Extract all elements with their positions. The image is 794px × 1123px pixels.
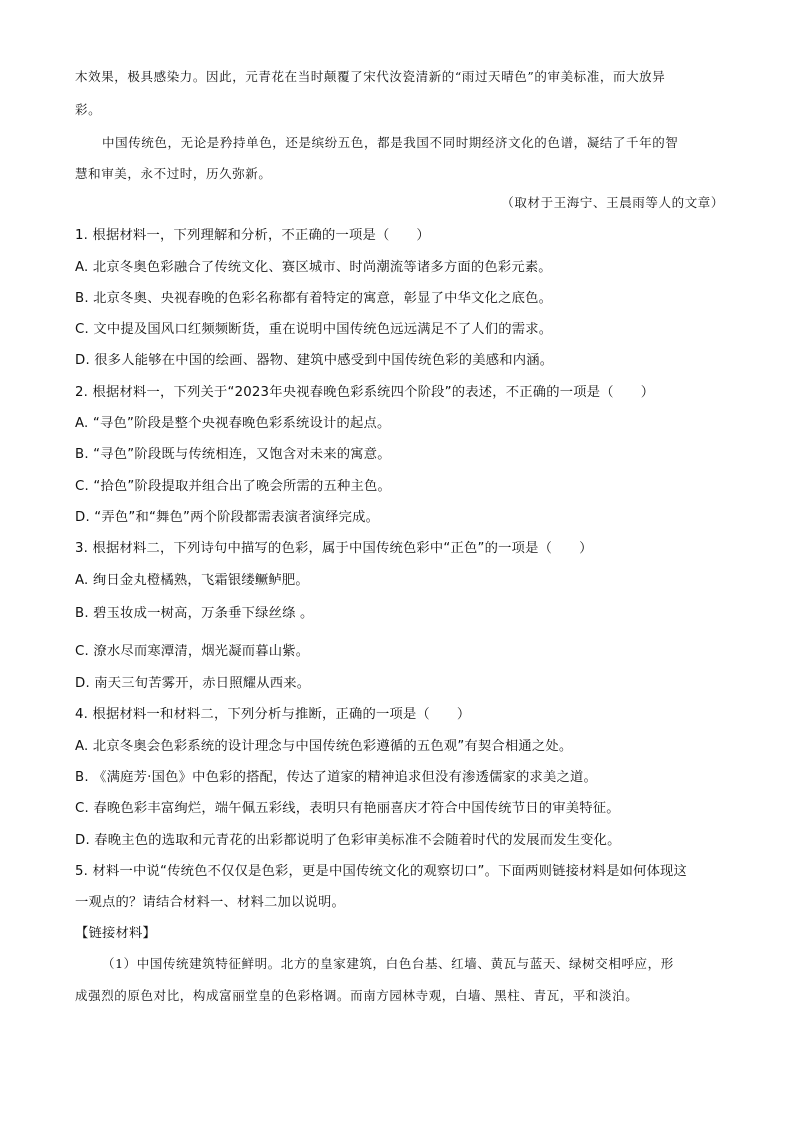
question-1-option-d: D. 很多人能够在中国的绘画、器物、建筑中感受到中国传统色彩的美感和内涵。 [75, 353, 554, 368]
link-material-line-2: 成强烈的原色对比，构成富丽堂皇的色彩格调。而南方园林寺观，白墙、黑柱、青瓦，平和淡泊。 [75, 988, 639, 1003]
question-4-option-a: A. 北京冬奥会色彩系统的设计理念与中国传统色彩遵循的五色观”有契合相通之处。 [75, 739, 573, 754]
question-2-option-d: D. “弄色”和“舞色”两个阶段都需表演者演绎完成。 [75, 510, 380, 525]
question-2-option-a: A. “寻色”阶段是整个央视春晚色彩系统设计的起点。 [75, 416, 391, 431]
question-4-option-d: D. 春晚主色的选取和元青花的出彩都说明了色彩审美标准不会随着时代的发展而发生变化。 [75, 833, 621, 848]
question-1-stem: 1. 根据材料一，下列理解和分析，不正确的一项是（ ） [75, 228, 430, 243]
question-3-option-d: D. 南天三旬苦雾开，赤日照耀从西来。 [75, 676, 311, 691]
question-1-option-b: B. 北京冬奥、央视春晚的色彩名称都有着特定的寓意，彰显了中华文化之底色。 [75, 291, 553, 306]
question-4-stem: 4. 根据材料一和材料二，下列分析与推断，正确的一项是（ ） [75, 707, 471, 722]
question-3-stem: 3. 根据材料二，下列诗句中描写的色彩，属于中国传统色彩中“正色”的一项是（ ） [75, 541, 593, 556]
question-5-line-2: 一观点的？请结合材料一、材料二加以说明。 [75, 895, 345, 910]
question-3-option-b: B. 碧玉妆成一树高，万条垂下绿丝绦 。 [75, 606, 314, 621]
question-5-line-1: 5. 材料一中说“传统色不仅仅是色彩，更是中国传统文化的观察切口”。下面两则链接材料是如何体现这 [75, 864, 688, 879]
question-1-option-c: C. 文中提及国风口红频频断货，重在说明中国传统色远远满足不了人们的需求。 [75, 322, 553, 337]
passage-paragraph-1-line-1: 木效果，极具感染力。因此，元青花在当时颠覆了宋代汝瓷清新的“雨过天晴色”的审美标准，而大放异 [75, 69, 666, 84]
question-2-option-c: C. “拾色”阶段提取并组合出了晚会所需的五种主色。 [75, 479, 391, 494]
question-1-option-a: A. 北京冬奥色彩融合了传统文化、赛区城市、时尚潮流等诸多方面的色彩元素。 [75, 260, 552, 275]
question-4-option-b: B. 《满庭芳·国色》中色彩的搭配，传达了道家的精神追求但没有渗透儒家的求美之道。 [75, 770, 597, 785]
question-3-option-c: C. 潦水尽而寒潭清，烟光凝而暮山紫。 [75, 644, 310, 659]
question-2-option-b: B. “寻色”阶段既与传统相连，又饱含对未来的寓意。 [75, 447, 391, 462]
question-3-option-a: A. 绚日金丸橙橘熟，飞霜银缕鳜鲈肥。 [75, 573, 309, 588]
passage-paragraph-2-line-1: 中国传统色，无论是矜持单色，还是缤纷五色，都是我国不同时期经济文化的色谱，凝结了千年的智 [102, 135, 679, 150]
question-2-stem: 2. 根据材料一，下列关于“2023年央视春晚色彩系统四个阶段”的表述，不正确的一项是（ ） [75, 385, 655, 400]
passage-paragraph-2-line-2: 慧和审美，永不过时，历久弥新。 [75, 166, 272, 181]
passage-source: （取材于王海宁、王晨雨等人的文章） [501, 195, 724, 210]
link-material-title: 【链接材料】 [75, 926, 156, 941]
question-4-option-c: C. 春晚色彩丰富绚烂，端午佩五彩线，表明只有艳丽喜庆才符合中国传统节日的审美特征。 [75, 801, 620, 816]
passage-paragraph-1-line-2: 彩。 [75, 102, 102, 117]
link-material-line-1: （1）中国传统建筑特征鲜明。北方的皇家建筑，白色台基、红墙、黄瓦与蓝天、绿树交相呼应，形 [102, 956, 674, 971]
